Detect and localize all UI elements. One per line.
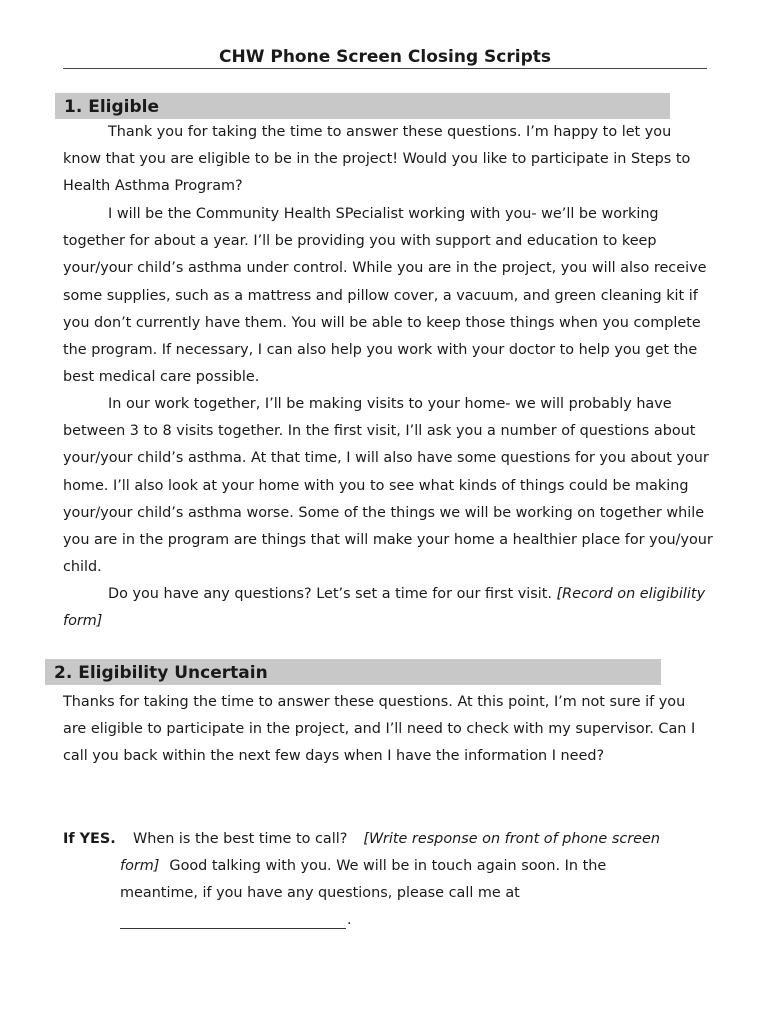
section-heading-eligible: 1. Eligible	[55, 93, 670, 119]
title-divider	[63, 68, 707, 69]
write-response-note-end: form]	[120, 858, 160, 874]
page-title: CHW Phone Screen Closing Scripts	[218, 47, 551, 67]
if-yes-label: If YES.	[63, 831, 116, 847]
section-heading-uncertain: 2. Eligibility Uncertain	[45, 659, 661, 685]
eligible-paragraph-1: Thank you for taking the time to answer these questions. I’m happy to let you know that you are eligible to be in the project! Would you like to participate in Steps to Health Asthma Program?	[63, 124, 691, 195]
uncertain-paragraph-1: Thanks for taking the time to answer these questions. At this point, I’m not sure if you are eligible to participate in the project, and I’ll need to check with my supervisor. Can I call you back within the next few days when I have the information I need?	[63, 694, 696, 765]
eligible-paragraph-2: I will be the Community Health SPecialist working with you- we’ll be working together for about a year. I’ll be providing you with support and education to keep your/your child’s asthma under control. While you are in the project, you will also receive some supplies, such as a mattress and pillow cover, a vacuum, and green cleaning kit if you don’t currently have them. You will be able to keep those things when you complete the program. If necessary, I can also help you work with your doctor to help you get the best medical care possible.	[63, 206, 707, 386]
if-yes-line	[63, 826, 713, 853]
eligible-closing-paragraph	[63, 581, 713, 635]
phone-number-blank	[120, 928, 346, 929]
write-response-note: [Write response on front of phone screen	[363, 831, 661, 847]
closing-question-text: Do you have any questions? Let’s set a time for our first visit.	[108, 586, 557, 602]
if-yes-question: When is the best time to call?	[133, 831, 348, 847]
if-yes-continuation-2: meantime, if you have any questions, please call me at	[120, 885, 520, 901]
if-yes-goodbye-text: Good talking with you. We will be in touch again soon. In the	[169, 858, 607, 874]
if-yes-continuation-1	[120, 853, 700, 880]
eligible-paragraph-3: In our work together, I’ll be making visits to your home- we will probably have between 3 to 8 visits together. In the first visit, I’ll ask you a number of questions about your/your child’s asthma. At that time, I will also have some questions for you about your home. I’ll also look at your home with you to see what kinds of things could be making your/your child’s asthma worse. Some of the things we will be working on together while you are in the program are things that will make your home a healthier place for you/your child.	[63, 396, 713, 576]
blank-period: .	[347, 912, 352, 928]
record-instruction-note: [Record on eligibility form]	[63, 586, 706, 630]
